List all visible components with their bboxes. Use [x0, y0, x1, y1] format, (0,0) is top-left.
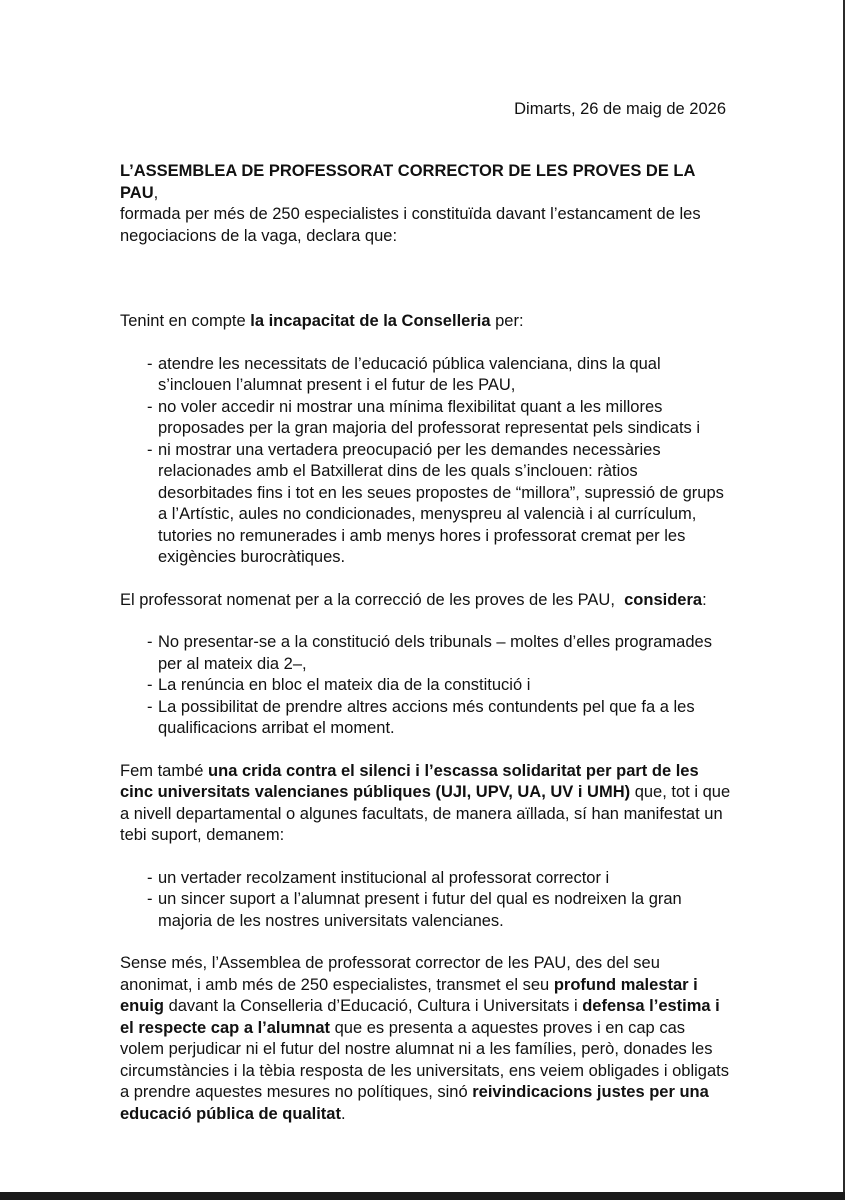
section1-suffix: per: — [490, 312, 524, 330]
list-marker: - — [147, 440, 153, 459]
list-item-text: ni mostrar una vertadera preocupació per les demandes necessàries relacionades amb el Batxillerat dins de les quals s’inclouen: ràtios desorbitades fins i tot en les seues propostes de “millora”, supressió de grups a l’Artístic, aules no condicionades, menyspreu al valencià i al currículum, tutories no remunerades i amb menys hores i professorat cremat per les exigències burocràtiques. — [158, 440, 724, 566]
list-item-text: No presentar-se a la constitució dels tribunals – moltes d’elles programades per al mateix dia 2–, — [158, 633, 712, 673]
closing-paragraph — [120, 953, 732, 1125]
list-item-text: atendre les necessitats de l’educació pública valenciana, dins la qual s’inclouen l’alumnat present i el futur de les PAU, — [158, 354, 661, 394]
intro-text: formada per més de 250 especialistes i constituïda davant l’estancament de les negociacions de la vaga, declara que: — [120, 205, 701, 245]
intro-title: L’ASSEMBLEA DE PROFESSORAT CORRECTOR DE LES PROVES DE LA PAU — [120, 162, 695, 202]
section2-prefix: El professorat nomenat per a la correcció de les proves de les PAU, — [120, 590, 625, 609]
list-marker: - — [147, 397, 153, 416]
list-item-text: un sincer suport a l’alumnat present i futur del qual es nodreixen la gran majoria de les nostres universitats valencianes. — [158, 890, 682, 930]
list-item-text: un vertader recolzament institucional al professorat corrector i — [158, 868, 610, 887]
section3-list — [120, 868, 732, 933]
list-item-text: La renúncia en bloc el mateix dia de la constitució i — [158, 676, 531, 694]
section2-list — [120, 632, 732, 740]
section2-suffix: : — [702, 590, 707, 609]
document-body — [120, 161, 732, 1125]
list-item-text: La possibilitat de prendre altres accions més contundents pel que fa a les qualificacions arribat el moment. — [158, 697, 695, 737]
document-date: Dimarts, 26 de maig de 2026 — [514, 100, 726, 118]
section2-lead — [120, 590, 732, 612]
list-marker: - — [147, 676, 153, 694]
list-item — [120, 697, 732, 740]
section2-bold: considera — [624, 590, 703, 609]
closing-bold-2: defensa l’estima i el respecte cap a l’alumnat — [120, 997, 720, 1037]
section1-lead — [120, 311, 732, 333]
page-bottom-edge — [0, 1192, 845, 1200]
list-marker: - — [147, 697, 153, 716]
list-marker: - — [147, 890, 153, 908]
section3-suffix: que, tot i que a nivell departamental o algunes facultats, de manera aïllada, sí han manifestat un tebi suport, demanem: — [120, 783, 731, 844]
section3-paragraph — [120, 761, 732, 847]
section1-prefix: Tenint en compte — [120, 312, 251, 330]
list-item — [120, 675, 732, 697]
list-item-text: no voler accedir ni mostrar una mínima flexibilitat quant a les millores proposades per la gran majoria del professorat representat pels sindicats i — [158, 397, 701, 437]
section3-prefix: Fem també — [120, 761, 209, 780]
closing-bold-3: reivindicacions justes per una educació pública de qualitat — [120, 1083, 709, 1123]
closing-text-1: Sense més, l’Assemblea de professorat corrector de les PAU, des del seu anonimat, i amb més de 250 especialistes, transmet el seu — [120, 954, 660, 994]
list-item — [120, 354, 732, 397]
section1-bold: la incapacitat de la Conselleria — [250, 312, 491, 330]
list-item — [120, 889, 732, 932]
list-item — [120, 632, 732, 675]
list-marker: - — [147, 633, 153, 651]
section3-bold: una crida contra el silenci i l’escassa solidaritat per part de les cinc universitats valencianes públiques (UJI, UPV, UA, UV i UMH) — [120, 761, 699, 801]
intro-paragraph — [120, 161, 732, 247]
closing-text-4: . — [340, 1104, 346, 1123]
section1-list — [120, 354, 732, 569]
list-marker: - — [147, 868, 153, 887]
list-item — [120, 868, 732, 890]
intro-title-suffix: , — [153, 183, 159, 202]
closing-text-2: davant la Conselleria d’Educació, Cultura i Universitats i — [164, 997, 583, 1015]
closing-bold-1: profund malestar i enuig — [120, 975, 698, 1015]
closing-text-3: que es presenta a aquestes proves i en cap cas volem perjudicar ni el futur del nostre alumnat ni a les famílies, però, donades les circumstàncies i la tèbia resposta de les universitats, ens veiem obligades i obligats a prendre aquestes mesures no polítiques, sinó — [120, 1018, 729, 1101]
list-item — [120, 397, 732, 440]
list-item — [120, 440, 732, 569]
list-marker: - — [147, 354, 153, 373]
